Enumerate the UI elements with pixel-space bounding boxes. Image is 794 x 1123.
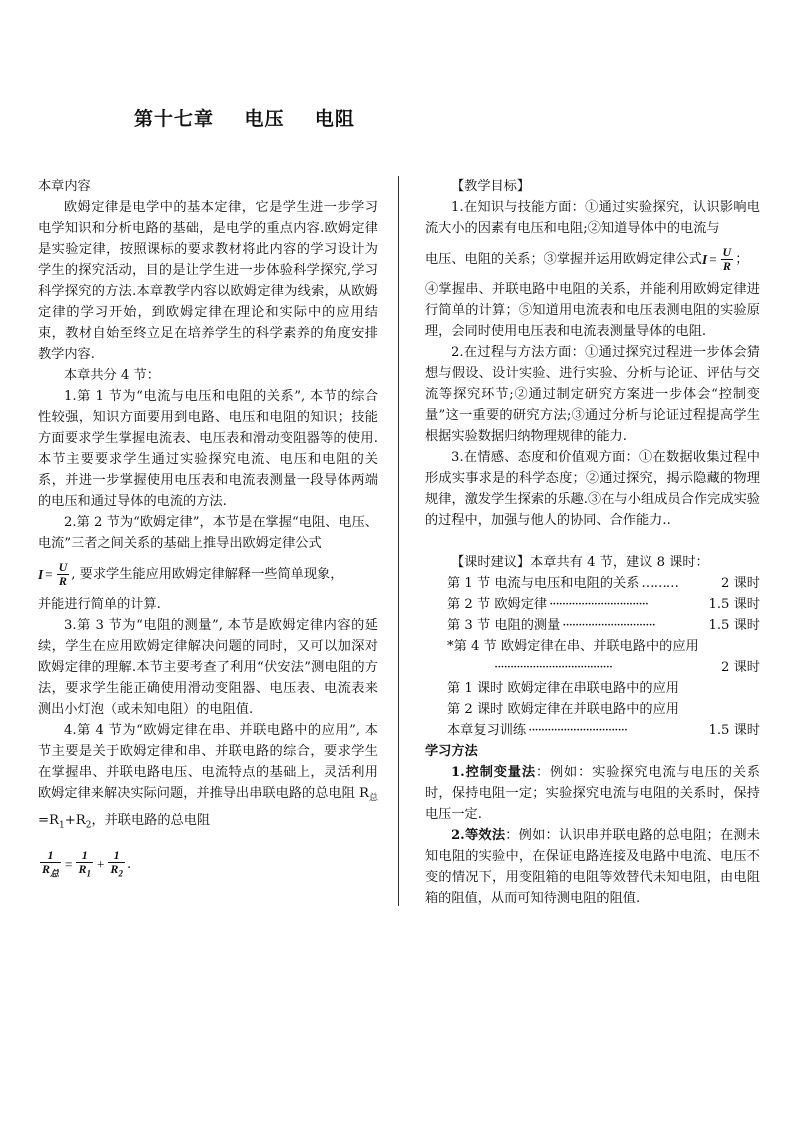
fraction-denominator-right: R (722, 258, 731, 273)
formula-equals-right: = (709, 251, 717, 267)
sub-lesson-1: 第 1 课时 欧姆定律在串联电路中的应用 (447, 681, 679, 696)
chapter-content-heading: 本章内容 (38, 179, 91, 194)
fraction-denominator: R (58, 573, 67, 588)
section-4-text: 4.第 4 节为“欧姆定律在串、并联电路中的应用”, 本节主要是关于欧姆定律和串、并联电路的综合，要求学生在掌握串、并联电路电压、电流特点的基础上，灵活利用欧姆定律来解决实际问题，并推导出串联电路的总电阻 R (38, 723, 378, 801)
fraction-numerator-right: U (722, 244, 732, 259)
review-label: 本章复习训练 (447, 723, 527, 738)
schedule-label: 第 2 节 欧姆定律 (447, 597, 548, 612)
method-2 (425, 825, 760, 909)
subscript-total: 总 (368, 793, 378, 804)
lhs-numerator: 1 (47, 847, 54, 862)
column-divider (398, 176, 399, 906)
lhs-subscript-total: 总 (50, 867, 60, 878)
formula-plus: + (96, 856, 105, 872)
goal-3: 3.在情感、态度和价值观方面：①在数据收集过程中形成实事求是的科学态度；②通过探究，揭示隐藏的物理规律，激发学生探索的乐趣.③在与小组成员合作完成实验的过程中，加强与他人的协同、合作能力.. (425, 450, 760, 528)
r2-denominator (108, 862, 125, 880)
formula-period: . (126, 856, 132, 872)
r1-numerator: 1 (81, 847, 88, 862)
schedule-dots: ……… (641, 576, 678, 591)
sub-lesson-2: 第 2 课时 欧姆定律在并联电路中的应用 (447, 702, 679, 717)
section-4-tail: ，并联电路的总电阻 (91, 812, 211, 828)
goal-1-part-c: ④掌握串、并联电路中电阻的关系，并能利用欧姆定律进行简单的计算；⑤知道用电流表和电压表测电阻的实验原理，会同时使用电压表和电流表测量导体的电阻. (425, 282, 760, 339)
paragraph-section-4 (38, 720, 378, 836)
schedule-dots: ····························· (562, 618, 655, 633)
method-1-title: 1.控制变量法 (451, 765, 536, 780)
formula-r2-fraction (108, 849, 125, 880)
formula-r1-fraction (76, 849, 93, 880)
formula-lhs-fraction (40, 849, 61, 880)
paragraph-sections-count: 本章共分 4 节： (64, 368, 160, 383)
goal-1-part-b: 电压、电阻的关系；③掌握并运用欧姆定律公式 (425, 251, 702, 267)
ohm-law-line (38, 554, 378, 594)
teaching-goals-heading: 【教学目标】 (451, 179, 531, 194)
goal-2: 2.在过程与方法方面：①通过探究过程进一步体会猜想与假设、设计实验、进行实验、分析与论证、评估与交流等探究环节;②通过制定研究方案进一步体会“控制变量”这一重要的研究方法;③通过分析与论证过程提高学生根据实验数据归纳物理规律的能力. (425, 345, 760, 444)
schedule-time: 2 课时 (721, 576, 760, 591)
schedule-dots: ······························· (549, 597, 649, 612)
ohm-law-fraction-right (721, 246, 734, 273)
method-2-title: 2.等效法 (451, 828, 506, 843)
paragraph-section-2-cont: , 要求学生能应用欧姆定律解释一些简单现象， (71, 566, 344, 582)
schedule-time: 1.5 课时 (708, 618, 760, 633)
schedule-row-2 (447, 594, 760, 615)
goal-1-semicolon: ； (735, 251, 749, 267)
review-row (447, 720, 760, 741)
schedule-row-1 (447, 573, 760, 594)
goal-1-part-a: 1.在知识与技能方面：①通过实验探究，认识影响电流大小的因素有电压和电阻;②知道导体中的电流与 (425, 200, 760, 236)
method-1 (425, 762, 760, 825)
r1-subscript: 1 (86, 867, 91, 878)
parallel-resistance-formula (38, 840, 378, 888)
r2-numerator: 1 (113, 847, 120, 862)
method-2-text: ：例如：认识串并联电路的总电阻；在测未知电阻的实验中，在保证电路连接及电路中电流、电压不变的情况下，用变阻箱的电阻等效替代未知电阻，由电阻箱的阻值，从而可知待测电阻的阻值. (425, 828, 760, 906)
schedule-row-4-label: *第 4 节 欧姆定律在串、并联电路中的应用 (447, 639, 699, 654)
right-column (425, 176, 760, 909)
section-4-eq: =R (38, 812, 59, 828)
schedule-time: 1.5 课时 (708, 597, 760, 612)
paragraph-section-3: 3.第 3 节为“电阻的测量”, 本节是欧姆定律内容的延续，学生在应用欧姆定律解决问题的同时，又可以加深对欧姆定律的理解.本节主要考查了利用“伏安法”测电阻的方法，要求学生能正确使用滑动变阻器、电压表、电流表来测出小灯泡（或未知电阻）的电阻值. (38, 618, 378, 717)
subscript-2: 2 (85, 820, 92, 831)
paragraph-section-1: 1.第 1 节为“电流与电压和电阻的关系”, 本节的综合性较强，知识方面要用到电路、电压和电阻的知识；技能方面要求学生掌握电流表、电压表和滑动变阻器等的使用.本节主要要求学生通过实验探究电流、电压和电阻的关系，并进一步掌握使用电压表和电流表测量一段导体两端的电压和通过导体的电流的方法. (38, 389, 378, 509)
schedule-label: 第 1 节 电流与电压和电阻的关系 (447, 576, 640, 591)
learning-methods-heading: 学习方法 (425, 744, 478, 759)
r1-r: R (78, 861, 87, 876)
schedule-row-4-time (447, 657, 760, 678)
paragraph-section-2: 2.第 2 节为“欧姆定律”，本节是在掌握“电阻、电压、电流”三者之间关系的基础上推导出欧姆定律公式 (38, 515, 378, 551)
paragraph-intro: 欧姆定律是电学中的基本定律，它是学生进一步学习电学知识和分析电路的基础，是电学的重点内容.欧姆定律是实验定律，按照课标的要求教材将此内容的学习设计为学生的探究活动，目的是让学生进一步体验科学探究,学习科学探究的方法.本章教学内容以欧姆定律为线索，从欧姆定律的学习开始，到欧姆定律在理论和实际中的应用结束，教材自始至终立足在培养学生的科学素养的角度安排教学内容. (38, 200, 378, 362)
goal-1-formula-line (425, 239, 760, 279)
lhs-r: R (42, 861, 51, 876)
left-column (38, 176, 378, 888)
method-1-text: ：例如：实验探究电流与电压的关系时，保持电阻一定；实验探究电流与电阻的关系时，保持电压一定. (425, 765, 760, 822)
subscript-1: 1 (58, 820, 65, 831)
fraction-numerator: U (58, 559, 68, 574)
schedule-time: 2 课时 (721, 660, 760, 675)
r1-denominator (76, 862, 93, 880)
schedule-dots: ····································· (494, 660, 613, 675)
formula-i: I (38, 566, 44, 582)
schedule-label: 第 3 节 电阻的测量 (447, 618, 561, 633)
formula-equals: = (45, 566, 53, 582)
r2-r: R (110, 861, 119, 876)
formula-equals-2: = (65, 856, 73, 872)
ohm-law-fraction (57, 561, 70, 588)
chapter-title: 第十七章 电压 电阻 (134, 108, 355, 130)
lesson-schedule (425, 573, 760, 741)
paragraph-section-2-end: 并能进行简单的计算. (38, 597, 161, 612)
review-time: 1.5 课时 (708, 723, 760, 738)
r2-subscript: 2 (118, 867, 123, 878)
schedule-row-3 (447, 615, 760, 636)
lesson-suggestion-heading: 【课时建议】本章共有 4 节，建议 8 课时： (451, 555, 709, 570)
formula-i-right: I (701, 251, 708, 267)
lhs-denominator (40, 862, 61, 880)
section-4-plus: +R (64, 812, 86, 828)
review-dots: ······························· (528, 723, 628, 738)
